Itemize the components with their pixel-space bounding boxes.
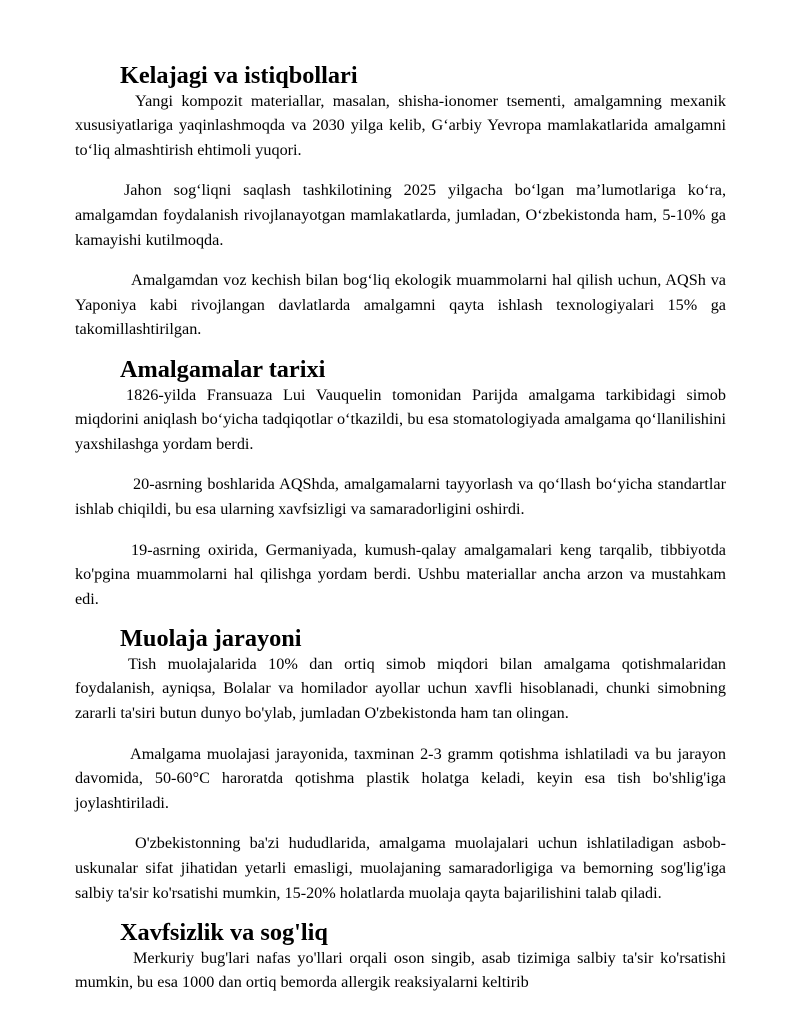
section-heading: Kelajagi va istiqbollari <box>120 62 358 89</box>
document-page <box>75 64 726 995</box>
paragraph: Jahon sog‘liqni saqlash tashkilotining 2025 yilgacha bo‘lgan ma’lumotlariga ko‘ra, amalgamdan foydalanish rivojlanayotgan mamlakatlarda, jumladan, O‘zbekistonda ham, 5-10% ga kamayishi kutilmoqda. <box>75 181 726 249</box>
section-heading: Muolaja jarayoni <box>120 625 302 653</box>
paragraph: 19-asrning oxirida, Germaniyada, kumush-qalay amalgamalari keng tarqalib, tibbiyotda ko'pgina muammolarni hal qilishga yordam berdi. Ushbu materiallar ancha arzon va mustahkam edi. <box>75 540 726 608</box>
section-safety <box>75 921 726 995</box>
section-heading: Xavfsizlik va sog'liq <box>120 919 328 947</box>
section-future <box>75 64 726 342</box>
paragraph: Tish muolajalarida 10% dan ortiq simob miqdori bilan amalgama qotishmalaridan foydalanish, ayniqsa, Bolalar va homilador ayollar uchun xavfli hisoblanadi, chunki simobning zararli ta'siri butun dunyo bo'ylab, jumladan O'zbekistonda ham tan olingan. <box>75 654 726 723</box>
section-procedure <box>75 627 726 905</box>
paragraph: Yangi kompozit materiallar, masalan, shisha-ionomer tsementi, amalgamning mexanik xususiyatlariga yaqinlashmoqda va 2030 yilga kelib, G‘arbiy Yevropa mamlakatlarida amalgamni to‘liq almashtirish ehtimoli yuqori. <box>75 91 726 159</box>
paragraph: Merkuriy bug'lari nafas yo'llari orqali oson singib, asab tizimiga salbiy ta'sir ko'rsatishi mumkin, bu esa 1000 dan ortiq bemorda allergik reaksiyalarni keltirib <box>75 948 726 992</box>
paragraph: 1826-yilda Fransuaza Lui Vauquelin tomonidan Parijda amalgama tarkibidagi simob miqdorini aniqlash bo‘yicha tadqiqotlar o‘tkazildi, bu esa stomatologiyada amalgama qo‘llanilishini yaxshilashga yordam berdi. <box>75 385 726 453</box>
paragraph: Amalgama muolajasi jarayonida, taxminan 2-3 gramm qotishma ishlatiladi va bu jarayon davomida, 50-60°C haroratda qotishma plastik holatga keladi, keyin esa tish bo'shlig'iga joylashtiriladi. <box>75 744 726 812</box>
section-heading: Amalgamalar tarixi <box>120 355 326 383</box>
paragraph: 20-asrning boshlarida AQShda, amalgamalarni tayyorlash va qo‘llash bo‘yicha standartlar ishlab chiqildi, bu esa ularning xavfsizligi va samaradorligini oshirdi. <box>75 475 726 518</box>
paragraph: O'zbekistonning ba'zi hududlarida, amalgama muolajalari uchun ishlatiladigan asbob-uskunalar sifat jihatidan yetarli emasligi, muolajaning samaradorligiga va bemorning sog'lig'iga salbiy ta'sir ko'rsatishi mumkin, 15-20% holatlarda muolaja qayta bajarilishini talab qiladi. <box>75 834 726 902</box>
paragraph: Amalgamdan voz kechish bilan bog‘liq ekologik muammolarni hal qilish uchun, AQSh va Yaponiya kabi rivojlangan davlatlarda amalgamni qayta ishlash texnologiyalari 15% ga takomillashtirilgan. <box>75 271 726 339</box>
section-history <box>75 355 726 611</box>
